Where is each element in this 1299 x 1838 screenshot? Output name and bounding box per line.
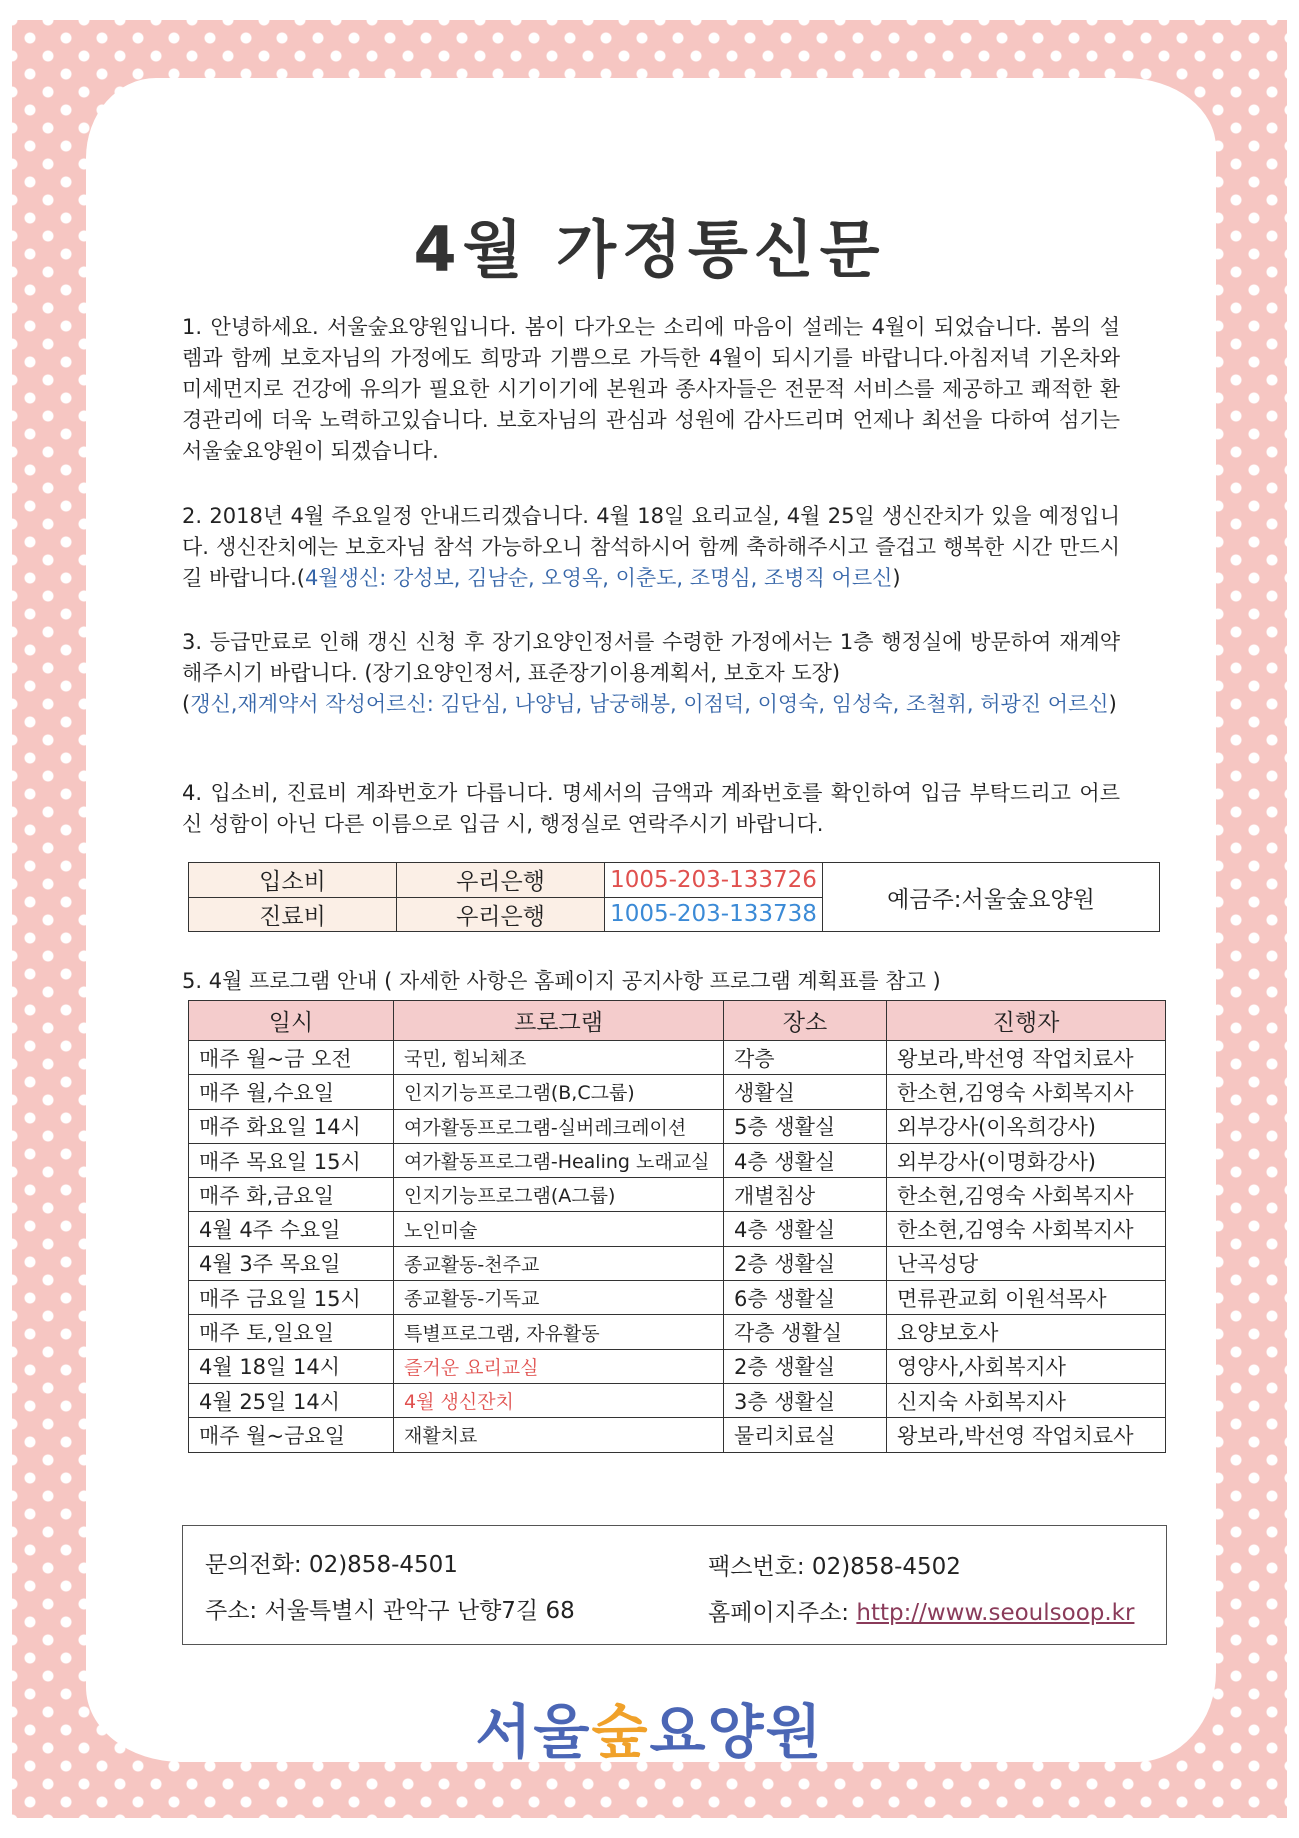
paragraph-schedule	[182, 501, 1120, 594]
program-section-title: 5. 4월 프로그램 안내 ( 자세한 사항은 홈페이지 공지사항 프로그램 계획표를 참고 )	[182, 969, 941, 993]
homepage-link[interactable]: http://www.seoulsoop.kr	[856, 1600, 1135, 1626]
paragraph-accounts: 4. 입소비, 진료비 계좌번호가 다릅니다. 명세서의 금액과 계좌번호를 확인하여 입금 부탁드리고 어르신 성함이 아닌 다른 이름으로 입금 시, 행정실로 연락주시기 바랍니다.	[182, 781, 1120, 836]
program-name: 종교활동-기독교	[394, 1281, 724, 1315]
program-leader: 난곡성당	[887, 1246, 1166, 1280]
program-place: 5층 생활실	[724, 1109, 887, 1143]
program-place: 개별침상	[724, 1178, 887, 1212]
program-place: 생활실	[724, 1075, 887, 1109]
program-table	[188, 1000, 1166, 1453]
program-place: 4층 생활실	[724, 1143, 887, 1177]
birthday-list: 4월생신: 강성보, 김남순, 오영옥, 이춘도, 조명심, 조병직 어르신	[304, 566, 893, 590]
header-program: 프로그램	[394, 1001, 724, 1041]
contact-box	[182, 1525, 1167, 1645]
account-bank: 우리은행	[397, 863, 605, 898]
account-type: 진료비	[189, 897, 397, 932]
program-date: 매주 월,수요일	[189, 1075, 394, 1109]
program-date: 4월 25일 14시	[189, 1383, 394, 1417]
program-row	[189, 1143, 1166, 1177]
contact-fax: 팩스번호: 02)858-4502	[708, 1554, 961, 1580]
program-leader: 신지숙 사회복지사	[887, 1383, 1166, 1417]
program-date: 매주 월~금요일	[189, 1418, 394, 1452]
paren-close: )	[892, 566, 901, 590]
program-date: 매주 월~금 오전	[189, 1041, 394, 1075]
program-date: 매주 금요일 15시	[189, 1281, 394, 1315]
program-row	[189, 1383, 1166, 1417]
homepage-label: 홈페이지주소:	[708, 1600, 857, 1626]
program-row	[189, 1109, 1166, 1143]
contact-phone: 문의전화: 02)858-4501	[205, 1552, 458, 1578]
contact-homepage	[708, 1594, 1134, 1627]
paren-open: (	[182, 692, 191, 716]
program-leader: 한소현,김영숙 사회복지사	[887, 1212, 1166, 1246]
program-place: 6층 생활실	[724, 1281, 887, 1315]
program-leader: 한소현,김영숙 사회복지사	[887, 1075, 1166, 1109]
program-place: 각층	[724, 1041, 887, 1075]
program-row	[189, 1315, 1166, 1349]
program-row	[189, 1418, 1166, 1452]
account-table	[188, 862, 1160, 932]
account-holder: 예금주:서울숲요양원	[823, 863, 1160, 932]
contact-address: 주소: 서울특별시 관악구 난향7길 68	[205, 1598, 575, 1624]
program-place: 4층 생활실	[724, 1212, 887, 1246]
program-row	[189, 1246, 1166, 1280]
program-date: 매주 목요일 15시	[189, 1143, 394, 1177]
program-name: 즐거운 요리교실	[394, 1349, 724, 1383]
program-header-row	[189, 1001, 1166, 1041]
program-row	[189, 1212, 1166, 1246]
program-name: 4월 생신잔치	[394, 1383, 724, 1417]
paren-close: )	[1108, 692, 1117, 716]
program-name: 특별프로그램, 자유활동	[394, 1315, 724, 1349]
program-name: 여가활동프로그램-실버레크레이션	[394, 1109, 724, 1143]
program-date: 매주 토,일요일	[189, 1315, 394, 1349]
program-name: 국민, 힘뇌체조	[394, 1041, 724, 1075]
program-date: 매주 화,금요일	[189, 1178, 394, 1212]
program-place: 각층 생활실	[724, 1315, 887, 1349]
header-date: 일시	[189, 1001, 394, 1041]
header-leader: 진행자	[887, 1001, 1166, 1041]
paren-open: (	[296, 566, 305, 590]
program-name: 종교활동-천주교	[394, 1246, 724, 1280]
program-name: 노인미술	[394, 1212, 724, 1246]
program-leader: 면류관교회 이원석목사	[887, 1281, 1166, 1315]
paragraph-greeting: 1. 안녕하세요. 서울숲요양원입니다. 봄이 다가오는 소리에 마음이 설레는 4월이 되었습니다. 봄의 설렘과 함께 보호자님의 가정에도 희망과 기쁨으로 가득한 4월이 되시기를 바랍니다.아침저녁 기온차와 미세먼지로 건강에 유의가 필요한 시기이기에 본원과 종사자들은 전문적 서비스를 제공하고 쾌적한 환경관리에 더욱 노력하고있습니다. 보호자님의 관심과 성원에 감사드리며 언제나 최선을 다하여 섬기는 서울숲요양원이 되겠습니다.	[182, 315, 1120, 463]
program-name: 재활치료	[394, 1418, 724, 1452]
program-place: 물리치료실	[724, 1418, 887, 1452]
program-row	[189, 1075, 1166, 1109]
account-row	[189, 863, 1160, 898]
program-row	[189, 1281, 1166, 1315]
program-leader: 왕보라,박선영 작업치료사	[887, 1041, 1166, 1075]
program-leader: 영양사,사회복지사	[887, 1349, 1166, 1383]
program-place: 3층 생활실	[724, 1383, 887, 1417]
program-place: 2층 생활실	[724, 1246, 887, 1280]
program-leader: 왕보라,박선영 작업치료사	[887, 1418, 1166, 1452]
program-row	[189, 1041, 1166, 1075]
program-leader: 한소현,김영숙 사회복지사	[887, 1178, 1166, 1212]
program-leader: 외부강사(이옥희강사)	[887, 1109, 1166, 1143]
program-date: 4월 4주 수요일	[189, 1212, 394, 1246]
program-name: 인지기능프로그램(B,C그룹)	[394, 1075, 724, 1109]
logo-text-pre: 서울	[475, 1698, 592, 1766]
logo-text-post: 요양원	[649, 1698, 824, 1766]
renewal-list: 갱신,재계약서 작성어르신: 김단심, 나양님, 남궁해봉, 이점덕, 이영숙, 임성숙, 조철휘, 허광진 어르신	[190, 692, 1109, 716]
program-row	[189, 1349, 1166, 1383]
program-leader: 외부강사(이명화강사)	[887, 1143, 1166, 1177]
paragraph-renewal	[182, 627, 1120, 720]
program-name: 여가활동프로그램-Healing 노래교실	[394, 1143, 724, 1177]
page-title: 4월 가정통신문	[413, 213, 886, 286]
program-date: 4월 18일 14시	[189, 1349, 394, 1383]
program-place: 2층 생활실	[724, 1349, 887, 1383]
account-number: 1005-203-133738	[605, 897, 823, 932]
account-type: 입소비	[189, 863, 397, 898]
program-leader: 요양보호사	[887, 1315, 1166, 1349]
account-number: 1005-203-133726	[605, 863, 823, 898]
schedule-text: 2. 2018년 4월 주요일정 안내드리겠습니다. 4월 18일 요리교실, 4월 25일 생신잔치가 있을 예정입니다. 생신잔치에는 보호자님 참석 가능하오니 참석하시어 함께 축하해주시고 즐겁고 행복한 시간 만드시길 바랍니다.	[182, 504, 1120, 590]
program-date: 4월 3주 목요일	[189, 1246, 394, 1280]
program-date: 매주 화요일 14시	[189, 1109, 394, 1143]
account-bank: 우리은행	[397, 897, 605, 932]
logo-text-mid: 숲	[591, 1698, 650, 1766]
header-place: 장소	[724, 1001, 887, 1041]
program-row	[189, 1178, 1166, 1212]
logo	[0, 1685, 1299, 1769]
renewal-text: 3. 등급만료로 인해 갱신 신청 후 장기요양인정서를 수령한 가정에서는 1층 행정실에 방문하여 재계약 해주시기 바랍니다. (장기요양인정서, 표준장기이용계획서, 보호자 도장)	[182, 630, 1120, 685]
program-name: 인지기능프로그램(A그룹)	[394, 1178, 724, 1212]
